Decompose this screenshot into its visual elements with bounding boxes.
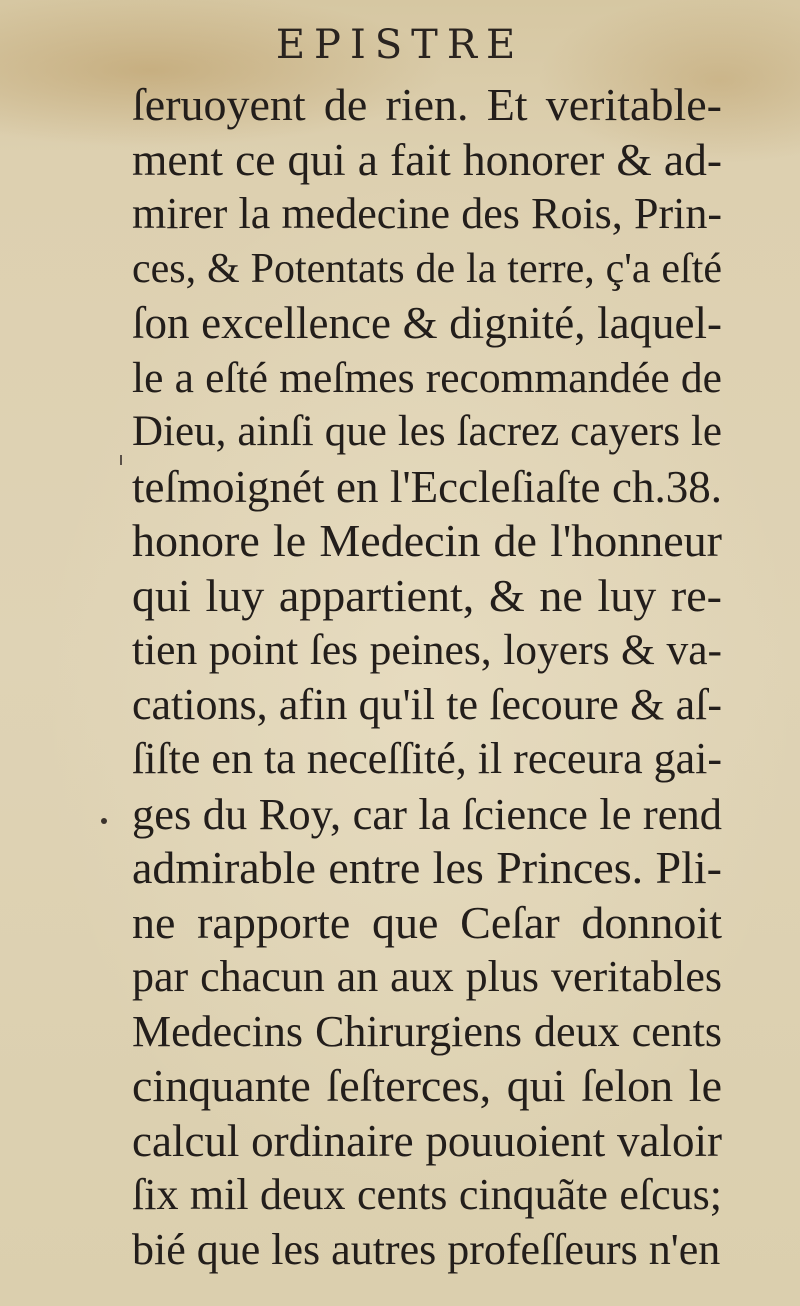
text-line: Medecins Chirurgiens deux cents — [132, 1006, 722, 1056]
text-line: cinquante ſeſterces, qui ſelon le — [132, 1060, 722, 1111]
text-line: Dieu, ainſi que les ſacrez cayers le — [132, 408, 722, 455]
running-header: EPISTRE — [275, 22, 525, 68]
text-line: ſeruoyent de rien. Et veritable- — [132, 79, 722, 130]
text-line: bié que les autres profeſſeurs n'en — [132, 1224, 721, 1274]
text-line: ſix mil deux cents cinquãte eſcus; — [132, 1170, 722, 1219]
margin-mark — [120, 455, 122, 465]
text-line: honore le Medecin de l'honneur — [132, 515, 722, 566]
text-line: ſiſte en ta neceſſité, il receura gai- — [132, 734, 723, 783]
text-line: ges du Roy, car la ſcience le rend — [132, 788, 722, 839]
text-line: qui luy appartient, & ne luy re- — [132, 569, 722, 621]
text-line: admirable entre les Princes. Pli- — [132, 842, 722, 893]
text-line: calcul ordinaire pouuoient valoir — [132, 1115, 722, 1166]
text-line: cations, afin qu'il te ſecoure & aſ- — [132, 679, 722, 729]
text-line: par chacun an aux plus veritables — [132, 952, 722, 1001]
text-line: ment ce qui a fait honorer & ad- — [132, 133, 722, 185]
text-line: le a eſté meſmes recommandée de — [132, 353, 722, 402]
text-line: ſon excellence & dignité, laquel- — [132, 298, 722, 348]
text-line: tien point ſes peines, loyers & va- — [132, 626, 722, 674]
text-line: ne rapporte que Ceſar donnoit — [132, 896, 722, 948]
text-line: teſmoignét en l'Eccleſiaſte ch.38. — [132, 461, 722, 512]
margin-dot — [101, 818, 107, 824]
body-text — [132, 78, 722, 1277]
text-line: mirer la medecine des Rois, Prin- — [132, 189, 722, 238]
text-line: ces, & Potentats de la terre, ç'a eſté — [132, 245, 722, 292]
